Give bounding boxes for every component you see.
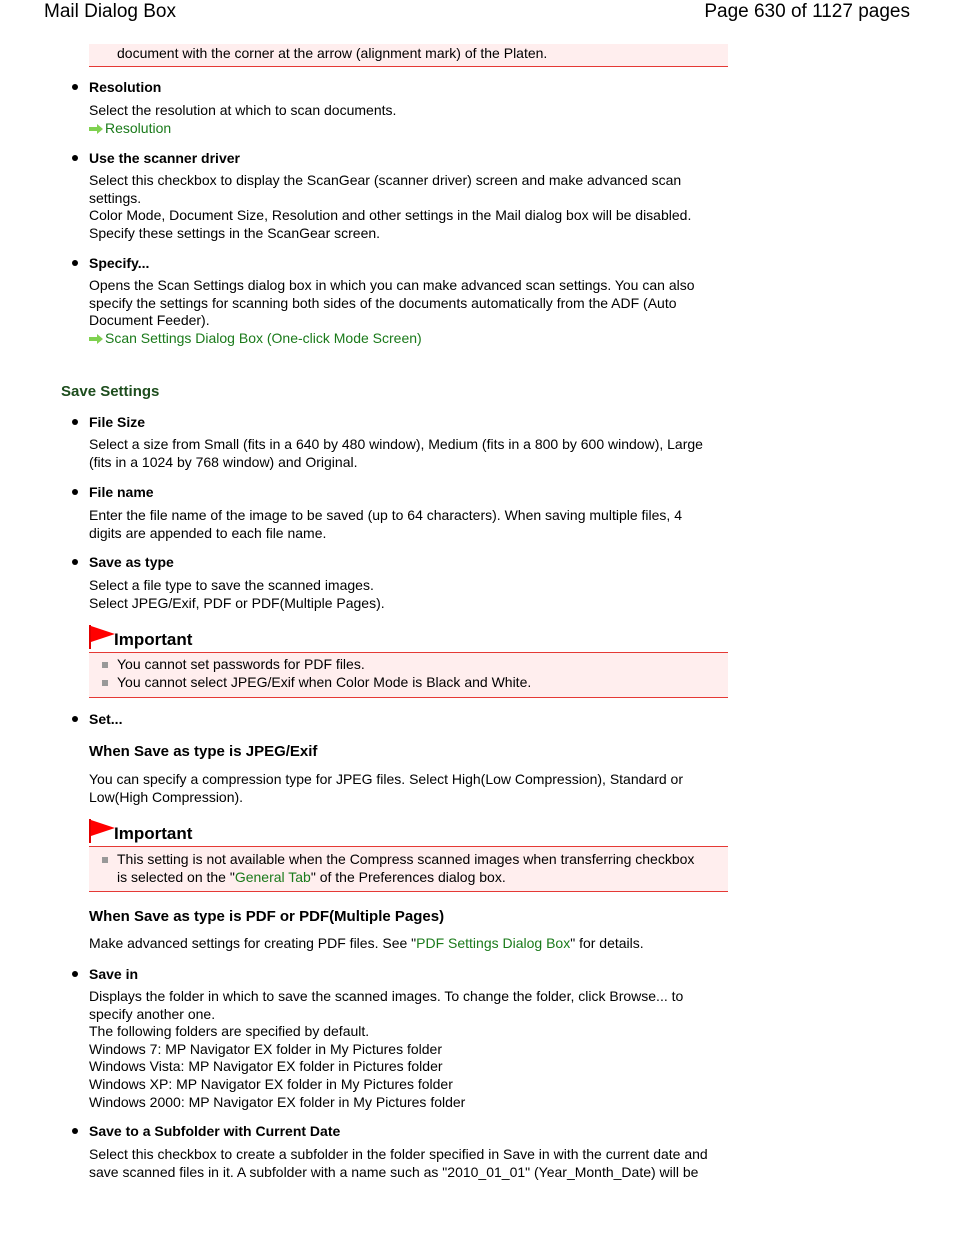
text-fragment: " of the Preferences dialog box. xyxy=(310,868,506,885)
text-fragment: is selected on the " xyxy=(117,868,235,885)
text-line: Document Feeder). xyxy=(89,312,210,329)
important-item-text: You cannot select JPEG/Exif when Color Mode is Black and White. xyxy=(117,674,532,690)
text-line: specify another one. xyxy=(89,1005,216,1022)
text-line: Select a size from Small (fits in a 640 by 480 window), Medium (fits in a 800 by 600 window), Large xyxy=(89,436,703,452)
text-line: Color Mode, Document Size, Resolution and other settings in the Mail dialog box will be disabled. xyxy=(89,207,692,224)
text-line: digits are appended to each file name. xyxy=(89,524,327,541)
subfolder-text xyxy=(89,1146,719,1181)
text-line xyxy=(117,869,722,887)
square-bullet-icon xyxy=(102,680,108,686)
subheading-pdf: When Save as type is PDF or PDF(Multiple Pages) xyxy=(89,908,445,925)
text-line: Windows 2000: MP Navigator EX folder in My Pictures folder xyxy=(89,1093,466,1110)
important-item-text: You cannot set passwords for PDF files. xyxy=(117,656,365,672)
scanner-text xyxy=(89,172,719,242)
bullet-icon xyxy=(72,971,78,977)
section-heading-save-settings: Save Settings xyxy=(61,383,160,400)
pdf-text xyxy=(89,935,719,953)
save-in-text xyxy=(89,988,719,1111)
pdf-settings-link[interactable]: PDF Settings Dialog Box xyxy=(416,935,571,951)
text-line: save scanned files in it. A subfolder with a name such as "2010_01_01" (Year_Month_Date) will be xyxy=(89,1163,699,1180)
important-item-text xyxy=(117,851,722,886)
page-number: Page 630 of 1127 pages xyxy=(704,1,910,22)
resolution-link[interactable] xyxy=(89,119,171,137)
red-flag-icon xyxy=(89,625,115,649)
bullet-icon xyxy=(72,716,78,722)
scan-settings-link-label[interactable]: Scan Settings Dialog Box (One-click Mode Screen) xyxy=(105,330,422,346)
text-line: (fits in a 1024 by 768 window) and Original. xyxy=(89,453,358,470)
text-line: Windows 7: MP Navigator EX folder in My Pictures folder xyxy=(89,1040,442,1057)
item-title-save-in: Save in xyxy=(89,966,139,982)
note-continuation xyxy=(89,44,728,67)
important-label: Important xyxy=(114,630,193,649)
important-header xyxy=(89,625,728,653)
item-title-scanner: Use the scanner driver xyxy=(89,150,240,166)
item-title-file-name: File name xyxy=(89,484,154,500)
page-header xyxy=(0,0,954,28)
bullet-icon xyxy=(72,419,78,425)
text-line: settings. xyxy=(89,189,142,206)
important-box xyxy=(89,847,728,892)
item-title-specify: Specify... xyxy=(89,255,150,271)
note-text: document with the corner at the arrow (alignment mark) of the Platen. xyxy=(117,45,548,61)
text-fragment: " for details. xyxy=(570,935,644,951)
text-line: Displays the folder in which to save the scanned images. To change the folder, click Browse... to xyxy=(89,988,684,1004)
square-bullet-icon xyxy=(102,662,108,668)
item-title-set: Set... xyxy=(89,711,123,727)
text-line: Windows XP: MP Navigator EX folder in My Pictures folder xyxy=(89,1075,453,1092)
text-line: Select JPEG/Exif, PDF or PDF(Multiple Pages). xyxy=(89,594,385,611)
text-line: The following folders are specified by default. xyxy=(89,1023,370,1040)
text-line: Select this checkbox to display the ScanGear (scanner driver) screen and make advanced scan xyxy=(89,172,682,188)
bullet-icon xyxy=(72,155,78,161)
scan-settings-link[interactable] xyxy=(89,329,422,347)
text-line: Windows Vista: MP Navigator EX folder in Pictures folder xyxy=(89,1058,443,1075)
square-bullet-icon xyxy=(102,857,108,863)
important-box xyxy=(89,653,728,698)
subheading-jpeg: When Save as type is JPEG/Exif xyxy=(89,743,318,760)
document-title: Mail Dialog Box xyxy=(44,1,176,22)
important-header xyxy=(89,819,728,847)
arrow-right-icon xyxy=(89,334,103,344)
file-name-text xyxy=(89,507,719,542)
item-title-save-type: Save as type xyxy=(89,554,174,570)
bullet-icon xyxy=(72,489,78,495)
bullet-icon xyxy=(72,84,78,90)
bullet-icon xyxy=(72,1128,78,1134)
jpeg-text xyxy=(89,771,719,806)
text-line: Opens the Scan Settings dialog box in which you can make advanced scan settings. You can also xyxy=(89,277,695,293)
bullet-icon xyxy=(72,260,78,266)
text-line: Enter the file name of the image to be saved (up to 64 characters). When saving multiple files, 4 xyxy=(89,507,682,523)
text-line: Low(High Compression). xyxy=(89,788,244,805)
bullet-icon xyxy=(72,559,78,565)
text-line: Select a file type to save the scanned images. xyxy=(89,577,374,593)
item-title-resolution: Resolution xyxy=(89,79,162,95)
important-label: Important xyxy=(114,824,193,843)
text-line: Specify these settings in the ScanGear screen. xyxy=(89,224,381,241)
general-tab-link[interactable]: General Tab xyxy=(234,868,311,885)
red-flag-icon xyxy=(89,819,115,843)
resolution-link-label[interactable]: Resolution xyxy=(105,120,172,136)
save-type-text xyxy=(89,577,719,612)
text-line: You can specify a compression type for JPEG files. Select High(Low Compression), Standard or xyxy=(89,771,683,787)
text-line: specify the settings for scanning both sides of the documents automatically from the ADF (Auto xyxy=(89,294,677,311)
arrow-right-icon xyxy=(89,124,103,134)
text-fragment: Make advanced settings for creating PDF files. See " xyxy=(89,935,417,951)
item-title-subfolder: Save to a Subfolder with Current Date xyxy=(89,1123,341,1139)
item-title-file-size: File Size xyxy=(89,414,146,430)
file-size-text xyxy=(89,436,719,471)
specify-text xyxy=(89,277,719,330)
resolution-text: Select the resolution at which to scan documents. xyxy=(89,102,397,118)
text-line: This setting is not available when the Compress scanned images when transferring checkbox xyxy=(117,851,695,867)
text-line: Select this checkbox to create a subfolder in the folder specified in Save in with the current date and xyxy=(89,1146,708,1162)
